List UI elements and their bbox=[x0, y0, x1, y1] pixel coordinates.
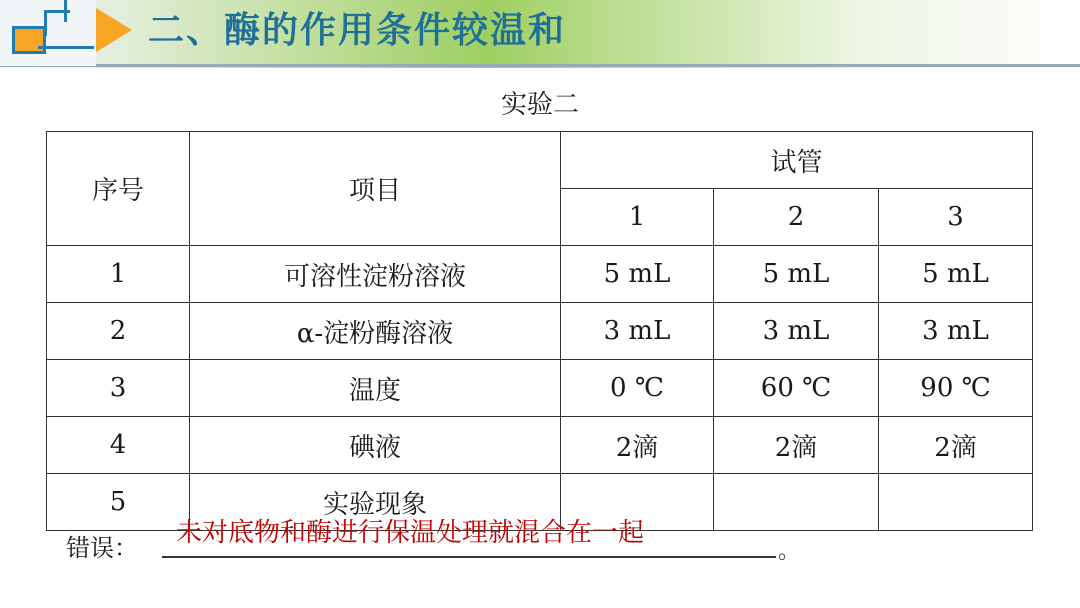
table-row bbox=[47, 417, 1033, 474]
page-title: 二、酶的作用条件较温和 bbox=[148, 10, 567, 51]
error-label: 错误： bbox=[66, 534, 138, 562]
row-index: 2 bbox=[47, 303, 190, 360]
experiment-table bbox=[46, 131, 1033, 531]
row-value: 2滴 bbox=[714, 417, 879, 474]
row-value: 3 mL bbox=[561, 303, 714, 360]
tube-group-header: 试管 bbox=[561, 132, 1033, 189]
tube-header: 1 bbox=[561, 189, 714, 246]
row-item: 碘液 bbox=[190, 417, 561, 474]
row-item: α-淀粉酶溶液 bbox=[190, 303, 561, 360]
row-value bbox=[714, 474, 879, 531]
error-end-mark: 。 bbox=[778, 539, 801, 564]
logo-horizontal-bar bbox=[38, 46, 94, 49]
table-row bbox=[47, 303, 1033, 360]
row-value bbox=[879, 474, 1033, 531]
row-value: 0 ℃ bbox=[561, 360, 714, 417]
tube-header: 2 bbox=[714, 189, 879, 246]
row-index: 1 bbox=[47, 246, 190, 303]
answer-underline bbox=[162, 556, 776, 558]
item-header: 项目 bbox=[190, 132, 561, 246]
tube-header: 3 bbox=[879, 189, 1033, 246]
row-value: 5 mL bbox=[879, 246, 1033, 303]
row-index: 5 bbox=[47, 474, 190, 531]
row-value: 5 mL bbox=[561, 246, 714, 303]
row-value: 2滴 bbox=[561, 417, 714, 474]
row-item: 可溶性淀粉溶液 bbox=[190, 246, 561, 303]
table-header-row bbox=[47, 132, 1033, 189]
table-row bbox=[47, 360, 1033, 417]
error-answer: 未对底物和酶进行保温处理就混合在一起 bbox=[176, 518, 645, 548]
row-value: 2滴 bbox=[879, 417, 1033, 474]
logo-vertical-bar bbox=[64, 0, 67, 22]
row-index: 3 bbox=[47, 360, 190, 417]
logo bbox=[0, 0, 96, 66]
arrow-icon bbox=[96, 8, 132, 52]
row-index: 4 bbox=[47, 417, 190, 474]
row-value: 3 mL bbox=[879, 303, 1033, 360]
row-value: 5 mL bbox=[714, 246, 879, 303]
row-value: 60 ℃ bbox=[714, 360, 879, 417]
banner-divider bbox=[0, 64, 1080, 67]
row-value: 3 mL bbox=[714, 303, 879, 360]
row-item: 实验现象 bbox=[190, 474, 561, 531]
logo-orange-square bbox=[12, 26, 46, 54]
row-value: 90 ℃ bbox=[879, 360, 1033, 417]
row-item: 温度 bbox=[190, 360, 561, 417]
table-row bbox=[47, 246, 1033, 303]
index-header: 序号 bbox=[47, 132, 190, 246]
table-caption: 实验二 bbox=[500, 90, 579, 120]
